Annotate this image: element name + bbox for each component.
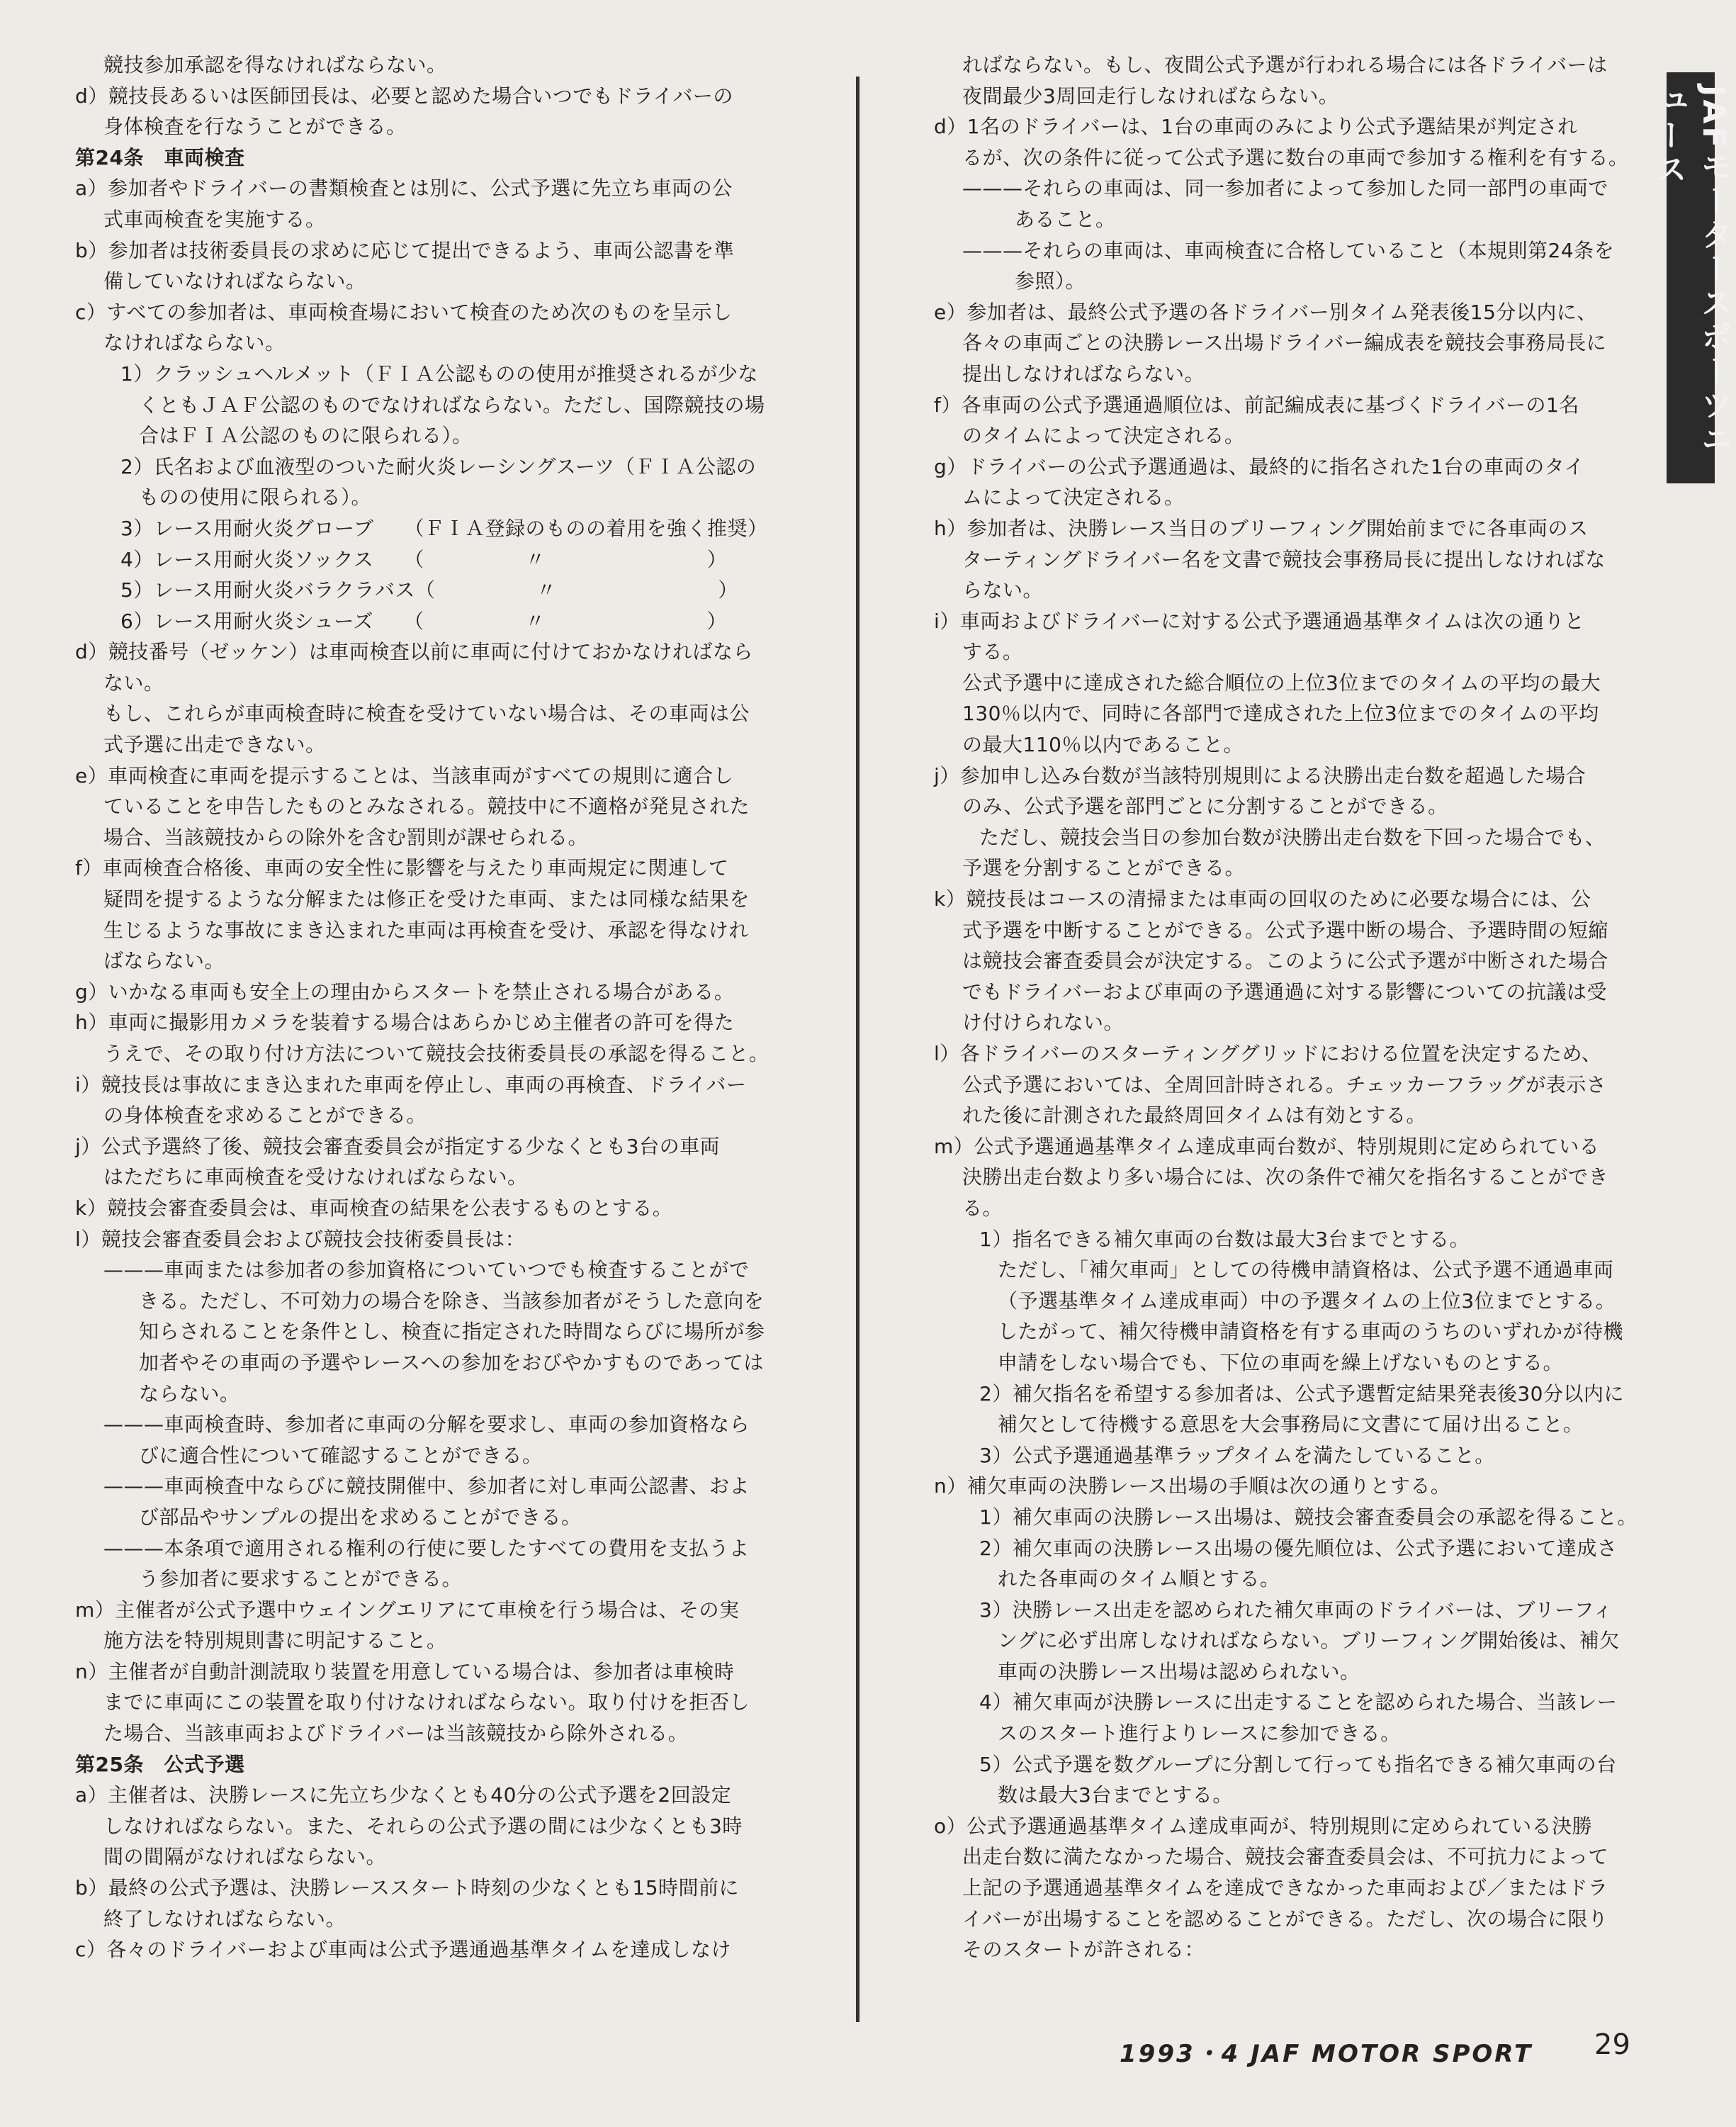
text-line: 数は最大3台までとする。	[998, 1783, 1233, 1807]
text-line: び部品やサンプルの提出を求めることができる。	[139, 1505, 582, 1529]
text-line: ものの使用に限られる）。	[139, 486, 372, 510]
text-line: 備していなければならない。	[103, 269, 366, 293]
text-line: 競技参加承認を得なければならない。	[103, 53, 447, 77]
text-line: i）車両およびドライバーに対する公式予選通過基準タイムは次の通りと	[934, 609, 1585, 633]
text-line: 身体検査を行なうことができる。	[103, 115, 407, 139]
text-line: のみ、公式予選を部門ごとに分割することができる。	[962, 795, 1448, 819]
text-line: のタイムによって決定される。	[962, 424, 1245, 448]
text-line: イバーが出場することを認めることができる。ただし、次の場合に限り	[962, 1907, 1608, 1931]
text-line: ならない。	[139, 1381, 240, 1405]
text-line: 公式予選においては、全周回計時される。チェッカーフラッグが表示さ	[962, 1072, 1607, 1096]
section-heading: 第24条 車両検査	[75, 145, 245, 169]
page-number: 29	[1594, 2028, 1630, 2061]
text-line: j）公式予選終了後、競技会審査委員会が指定する少なくとも3台の車両	[75, 1134, 721, 1158]
text-line: 3）公式予選通過基準ラップタイムを満たしていること。	[979, 1443, 1495, 1467]
text-line: 決勝出走台数より多い場合には、次の条件で補欠を指名することができ	[962, 1165, 1609, 1189]
text-line: 4）レース用耐火炎ソックス （ 〃 ）	[120, 547, 728, 571]
text-line: 夜間最少3周回走行しなければならない。	[962, 84, 1339, 108]
text-line: びに適合性について確認することができる。	[139, 1443, 543, 1467]
text-line: したがって、補欠待機申請資格を有する車両のうちのいずれかが待機	[998, 1320, 1623, 1344]
text-line: f）各車両の公式予選通過順位は、前記編成表に基づくドライバーの1名	[934, 393, 1579, 417]
text-line: n）補欠車両の決勝レース出場の手順は次の通りとする。	[934, 1474, 1451, 1498]
text-line: 5）レース用耐火炎バラクラバス（ 〃 ）	[120, 578, 738, 602]
text-line: 1）指名できる補欠車両の台数は最大3台までとする。	[979, 1227, 1470, 1251]
text-line: スのスタート進行よりレースに参加できる。	[998, 1722, 1401, 1746]
text-line: 終了しなければならない。	[103, 1907, 346, 1931]
text-line: そのスタートが許される：	[962, 1938, 1205, 1962]
text-line: b）最終の公式予選は、決勝レーススタート時刻の少なくとも15時間前に	[75, 1876, 740, 1900]
text-line: b）参加者は技術委員長の求めに応じて提出できるよう、車両公認書を準	[75, 238, 735, 262]
text-line: ———それらの車両は、車両検査に合格していること（本規則第24条を	[962, 238, 1615, 262]
text-line: 補欠として待機する意思を大会事務局に文書にて届け出ること。	[998, 1413, 1584, 1437]
text-line: する。	[962, 640, 1023, 664]
text-line: n）主催者が自動計測読取り装置を用意している場合は、参加者は車検時	[75, 1659, 735, 1683]
text-line: m）主催者が公式予選中ウェイングエリアにて車検を行う場合は、その実	[75, 1598, 740, 1622]
right-column	[934, 50, 1644, 1965]
text-line: うえで、その取り付け方法について競技会技術委員長の承認を得ること。	[103, 1042, 770, 1065]
text-line: 式予選に出走できない。	[103, 733, 326, 757]
column-divider	[856, 77, 859, 2022]
text-line: 2）氏名および血液型のついた耐火炎レーシングスーツ（ＦＩＡ公認の	[120, 454, 757, 478]
text-line: h）参加者は、決勝レース当日のブリーフィング開始前までに各車両のス	[934, 516, 1589, 540]
text-line: e）参加者は、最終公式予選の各ドライバー別タイム発表後15分以内に、	[934, 300, 1597, 324]
text-line: の身体検査を求めることができる。	[103, 1104, 427, 1128]
text-line: 知らされることを条件とし、検査に指定された時間ならびに場所が参	[139, 1320, 765, 1344]
text-line: c）各々のドライバーおよび車両は公式予選通過基準タイムを達成しなけ	[75, 1938, 731, 1962]
text-line: ———車両検査時、参加者に車両の分解を要求し、車両の参加資格なら	[103, 1413, 750, 1437]
text-line: 各々の車両ごとの決勝レース出場ドライバー編成表を競技会事務局長に	[962, 331, 1607, 355]
text-line: ただし、「補欠車両」としての待機申請資格は、公式予選不通過車両	[998, 1258, 1614, 1282]
text-line: た場合、当該車両およびドライバーは当該競技から除外される。	[103, 1722, 689, 1746]
text-line: e）車両検査に車両を提示することは、当該車両がすべての規則に適合し	[75, 763, 734, 787]
text-line: きる。ただし、不可効力の場合を除き、当該参加者がそうした意向を	[139, 1289, 765, 1313]
text-line: 車両の決勝レース出場は認められない。	[998, 1659, 1360, 1683]
text-line: ングに必ず出席しなければならない。ブリーフィング開始後は、補欠	[998, 1629, 1620, 1653]
text-line: h）車両に撮影用カメラを装着する場合はあらかじめ主催者の許可を得た	[75, 1011, 735, 1035]
text-line: 加者やその車両の予選やレースへの参加をおびやかすものであっては	[139, 1350, 764, 1374]
text-line: c）すべての参加者は、車両検査場において検査のため次のものを呈示し	[75, 300, 733, 324]
text-line: 生じるような事故にまき込まれた車両は再検査を受け、承認を得なけれ	[103, 918, 749, 942]
text-line: 場合、当該競技からの除外を含む罰則が課せられる。	[103, 825, 589, 849]
text-line: 2）補欠車両の決勝レース出場の優先順位は、公式予選において達成さ	[979, 1536, 1618, 1560]
text-line: ない。	[103, 670, 164, 695]
text-line: g）いかなる車両も安全上の理由からスタートを禁止される場合がある。	[75, 980, 735, 1004]
text-line: ればならない。もし、夜間公式予選が行われる場合には各ドライバーは	[962, 53, 1608, 77]
text-line: 1）補欠車両の決勝レース出場は、競技会審査委員会の承認を得ること。	[979, 1505, 1638, 1529]
text-line: ターティングドライバー名を文書で競技会事務局長に提出しなければな	[962, 547, 1606, 571]
text-line: でもドライバーおよび車両の予選通過に対する影響についての抗議は受	[962, 980, 1608, 1004]
text-line: なければならない。	[103, 331, 286, 355]
text-line: i）競技長は事故にまき込まれた車両を停止し、車両の再検査、ドライバー	[75, 1072, 747, 1096]
text-line: ———車両検査中ならびに競技開催中、参加者に対し車両公認書、およ	[103, 1474, 750, 1498]
text-line: 3）レース用耐火炎グローブ （ＦＩＡ登録のものの着用を強く推奨）	[120, 516, 768, 540]
section-tab-label: JAFモータースポーツニュース	[1650, 85, 1732, 457]
text-line: の最大110％以内であること。	[962, 733, 1244, 757]
text-line: 提出しなければならない。	[962, 361, 1205, 386]
text-line: 式予選を中断することができる。公式予選中断の場合、予選時間の短縮	[962, 918, 1609, 942]
text-line: o）公式予選通過基準タイム達成車両が、特別規則に定められている決勝	[934, 1814, 1593, 1838]
text-line: 5）公式予選を数グループに分割して行っても指名できる補欠車両の台	[979, 1752, 1617, 1776]
text-line: g）ドライバーの公式予選通過は、最終的に指名された1台の車両のタイ	[934, 454, 1585, 478]
text-line: う参加者に要求することができる。	[139, 1567, 463, 1591]
text-line: d）競技番号（ゼッケン）は車両検査以前に車両に付けておかなければなら	[75, 640, 753, 664]
text-line: け付けられない。	[962, 1011, 1125, 1035]
text-line: れた後に計測された最終周回タイムは有効とする。	[962, 1104, 1426, 1128]
section-heading: 第25条 公式予選	[75, 1752, 245, 1776]
text-line: 3）決勝レース出走を認められた補欠車両のドライバーは、ブリーフィ	[979, 1598, 1613, 1622]
text-line: ムによって決定される。	[962, 486, 1185, 510]
text-line: る。	[962, 1196, 1003, 1220]
text-line: れた各車両のタイム順とする。	[998, 1567, 1280, 1591]
text-line: しなければならない。また、それらの公式予選の間には少なくとも3時	[103, 1814, 743, 1838]
text-line: ていることを申告したものとみなされる。競技中に不適格が発見された	[103, 795, 750, 819]
left-column	[75, 50, 798, 1965]
text-line: d）競技長あるいは医師団長は、必要と認めた場合いつでもドライバーの	[75, 84, 733, 108]
text-line: 施方法を特別規則書に明記すること。	[103, 1629, 447, 1653]
footer-magazine-title: 1993・4 JAF MOTOR SPORT	[1120, 2040, 1533, 2068]
text-line: くともＪＡＦ公認のものでなければならない。ただし、国際競技の場	[139, 393, 765, 417]
text-line: k）競技長はコースの清掃または車両の回収のために必要な場合には、公	[934, 887, 1591, 911]
text-line: 式車両検査を実施する。	[103, 207, 326, 231]
text-line: 疑問を提するような分解または修正を受けた車両、または同様な結果を	[103, 887, 750, 911]
text-line: 出走台数に満たなかった場合、競技会審査委員会は、不可抗力によって	[962, 1845, 1609, 1869]
text-line: 上記の予選通過基準タイムを達成できなかった車両および／またはドラ	[962, 1876, 1608, 1900]
text-line: は競技会審査委員会が決定する。このように公式予選が中断された場合	[962, 949, 1609, 973]
text-line: a）主催者は、決勝レースに先立ち少なくとも40分の公式予選を2回設定	[75, 1783, 732, 1807]
text-line: d）1名のドライバーは、1台の車両のみにより公式予選結果が判定され	[934, 115, 1578, 139]
text-line: ただし、競技会当日の参加台数が決勝出走台数を下回った場合でも、	[979, 825, 1606, 849]
text-line: はただちに車両検査を受けなければならない。	[103, 1165, 528, 1189]
text-line: k）競技会審査委員会は、車両検査の結果を公表するものとする。	[75, 1196, 673, 1220]
text-line: j）参加申し込み台数が当該特別規則による決勝出走台数を超過した場合	[934, 763, 1586, 787]
text-line: m）公式予選通過基準タイム達成車両台数が、特別規則に定められている	[934, 1134, 1600, 1158]
text-line: 合はＦＩＡ公認のものに限られる）。	[139, 424, 473, 448]
text-line: 6）レース用耐火炎シューズ （ 〃 ）	[120, 609, 727, 633]
text-line: （予選基準タイム達成車両）中の予選タイムの上位3位までとする。	[998, 1289, 1616, 1313]
text-line: ばならない。	[103, 949, 225, 973]
text-line: 申請をしない場合でも、下位の車両を繰上げないものとする。	[998, 1350, 1564, 1374]
text-line: a）参加者やドライバーの書類検査とは別に、公式予選に先立ち車両の公	[75, 176, 733, 201]
text-line: 参照）。	[1015, 269, 1086, 293]
text-line: 公式予選中に達成された総合順位の上位3位までのタイムの平均の最大	[962, 670, 1601, 695]
text-line: 予選を分割することができる。	[962, 856, 1246, 880]
text-line: f）車両検査合格後、車両の安全性に影響を与えたり車両規定に関連して	[75, 856, 729, 880]
text-line: 1）クラッシュヘルメット（ＦＩＡ公認ものの使用が推奨されるが少な	[120, 361, 758, 386]
text-line: もし、これらが車両検査時に検査を受けていない場合は、その車両は公	[103, 702, 750, 726]
text-line: l）競技会審査委員会および競技会技術委員長は：	[75, 1227, 526, 1251]
text-line: 130％以内で、同時に各部門で達成された上位3位までのタイムの平均	[962, 702, 1599, 726]
text-line: あること。	[1015, 207, 1116, 231]
text-line: l）各ドライバーのスターティンググリッドにおける位置を決定するため、	[934, 1042, 1602, 1065]
text-line: までに車両にこの装置を取り付けなければならない。取り付けを拒否し	[103, 1690, 750, 1714]
text-line: 4）補欠車両が決勝レースに出走することを認められた場合、当該レー	[979, 1690, 1618, 1714]
text-line: 2）補欠指名を希望する参加者は、公式予選暫定結果発表後30分以内に	[979, 1381, 1624, 1405]
text-line: ———車両または参加者の参加資格についていつでも検査することがで	[103, 1258, 750, 1282]
section-tab	[1650, 72, 1732, 483]
text-line: 間の間隔がなければならない。	[103, 1845, 387, 1869]
text-line: らない。	[962, 578, 1044, 602]
text-line: るが、次の条件に従って公式予選に数台の車両で参加する権利を有する。	[962, 145, 1629, 169]
text-line: ———それらの車両は、同一参加者によって参加した同一部門の車両で	[962, 176, 1609, 201]
text-line: ———本条項で適用される権利の行使に要したすべての費用を支払うよ	[103, 1536, 750, 1560]
